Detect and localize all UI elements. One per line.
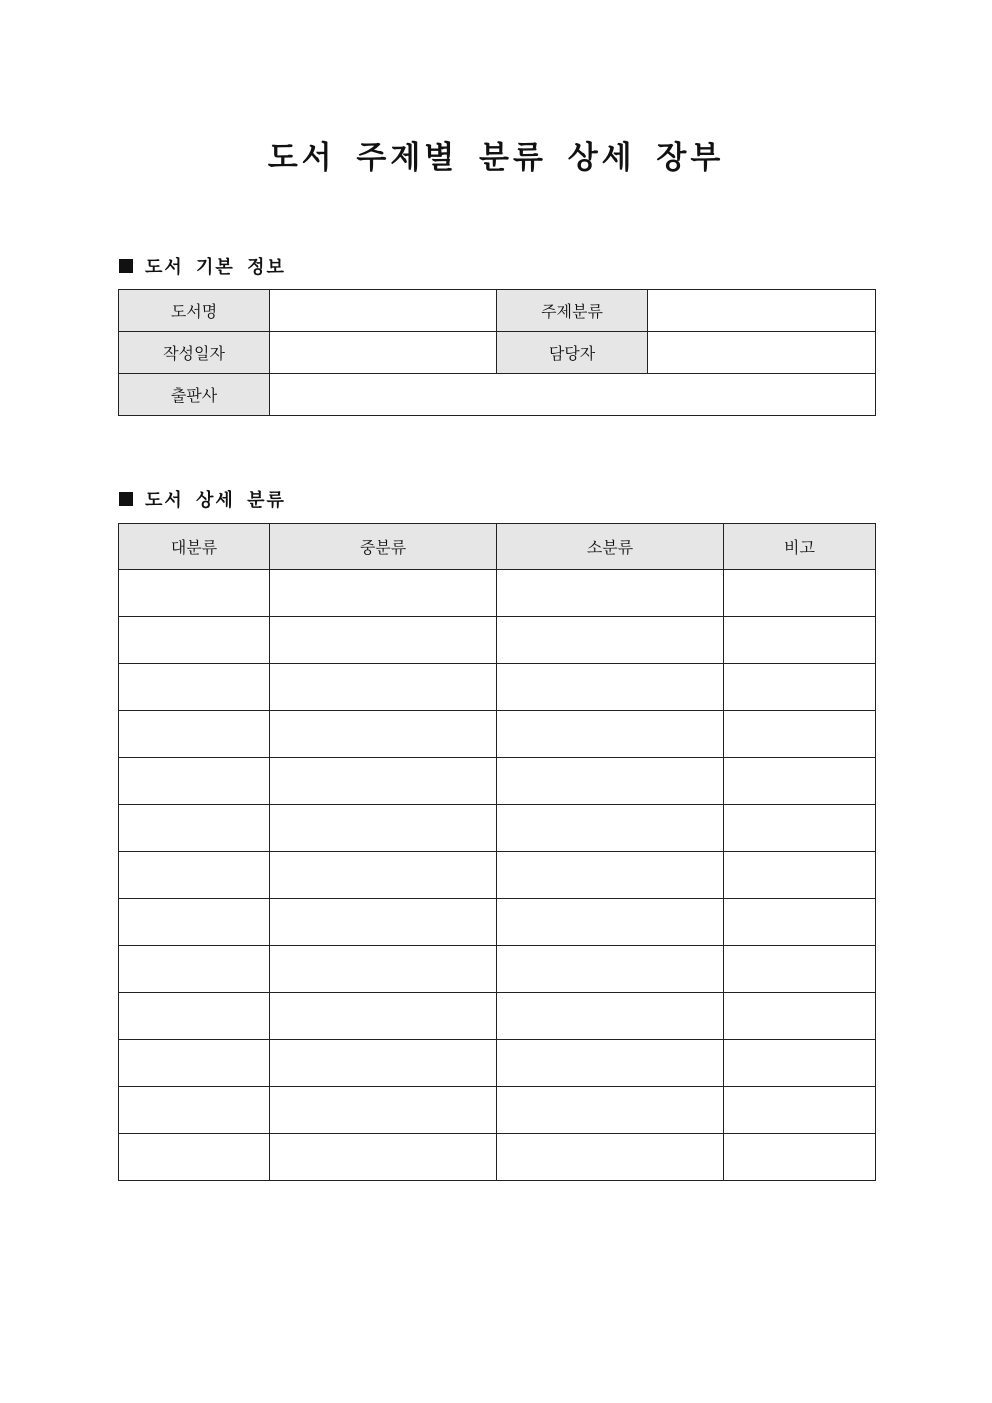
table-row (119, 617, 876, 664)
date-label: 작성일자 (119, 332, 270, 374)
book-name-label: 도서명 (119, 290, 270, 332)
minor-category-cell[interactable] (497, 758, 724, 805)
middle-category-cell[interactable] (270, 1040, 497, 1087)
detail-table-body (119, 570, 876, 1181)
middle-category-cell[interactable] (270, 852, 497, 899)
table-row (119, 758, 876, 805)
table-header-row (119, 524, 876, 570)
minor-category-cell[interactable] (497, 993, 724, 1040)
minor-category-cell[interactable] (497, 852, 724, 899)
basic-info-row (119, 290, 876, 332)
column-header-minor: 소분류 (497, 524, 724, 570)
major-category-cell[interactable] (119, 664, 270, 711)
note-cell[interactable] (724, 1087, 876, 1134)
middle-category-cell[interactable] (270, 711, 497, 758)
manager-field[interactable] (648, 332, 876, 374)
table-row (119, 570, 876, 617)
column-header-major: 대분류 (119, 524, 270, 570)
middle-category-cell[interactable] (270, 617, 497, 664)
minor-category-cell[interactable] (497, 570, 724, 617)
note-cell[interactable] (724, 617, 876, 664)
major-category-cell[interactable] (119, 617, 270, 664)
note-cell[interactable] (724, 664, 876, 711)
middle-category-cell[interactable] (270, 946, 497, 993)
note-cell[interactable] (724, 805, 876, 852)
note-cell[interactable] (724, 899, 876, 946)
minor-category-cell[interactable] (497, 899, 724, 946)
minor-category-cell[interactable] (497, 1040, 724, 1087)
minor-category-cell[interactable] (497, 1087, 724, 1134)
note-cell[interactable] (724, 852, 876, 899)
note-cell[interactable] (724, 758, 876, 805)
column-header-middle: 중분류 (270, 524, 497, 570)
middle-category-cell[interactable] (270, 664, 497, 711)
table-row (119, 852, 876, 899)
middle-category-cell[interactable] (270, 570, 497, 617)
date-field[interactable] (270, 332, 497, 374)
page-title: 도서 주제별 분류 상세 장부 (267, 140, 725, 176)
detail-classification-table (118, 523, 876, 1181)
section-heading-detail (119, 486, 286, 512)
column-header-note: 비고 (724, 524, 876, 570)
middle-category-cell[interactable] (270, 1134, 497, 1181)
table-row (119, 1087, 876, 1134)
minor-category-cell[interactable] (497, 1134, 724, 1181)
major-category-cell[interactable] (119, 570, 270, 617)
major-category-cell[interactable] (119, 805, 270, 852)
table-row (119, 1040, 876, 1087)
major-category-cell[interactable] (119, 899, 270, 946)
note-cell[interactable] (724, 993, 876, 1040)
basic-info-row (119, 374, 876, 416)
major-category-cell[interactable] (119, 852, 270, 899)
note-cell[interactable] (724, 1134, 876, 1181)
subject-field[interactable] (648, 290, 876, 332)
minor-category-cell[interactable] (497, 617, 724, 664)
major-category-cell[interactable] (119, 758, 270, 805)
major-category-cell[interactable] (119, 1040, 270, 1087)
table-row (119, 664, 876, 711)
major-category-cell[interactable] (119, 993, 270, 1040)
middle-category-cell[interactable] (270, 993, 497, 1040)
middle-category-cell[interactable] (270, 805, 497, 852)
major-category-cell[interactable] (119, 1134, 270, 1181)
minor-category-cell[interactable] (497, 664, 724, 711)
note-cell[interactable] (724, 570, 876, 617)
major-category-cell[interactable] (119, 946, 270, 993)
basic-info-row (119, 332, 876, 374)
middle-category-cell[interactable] (270, 899, 497, 946)
note-cell[interactable] (724, 1040, 876, 1087)
table-row (119, 1134, 876, 1181)
major-category-cell[interactable] (119, 711, 270, 758)
square-bullet-icon (119, 259, 133, 273)
section-heading-basic-info-label: 도서 기본 정보 (145, 257, 286, 278)
note-cell[interactable] (724, 711, 876, 758)
minor-category-cell[interactable] (497, 805, 724, 852)
section-heading-basic-info (119, 253, 286, 279)
publisher-label: 출판사 (119, 374, 270, 416)
table-row (119, 711, 876, 758)
book-name-field[interactable] (270, 290, 497, 332)
subject-label: 주제분류 (497, 290, 648, 332)
table-row (119, 993, 876, 1040)
minor-category-cell[interactable] (497, 946, 724, 993)
publisher-field[interactable] (270, 374, 876, 416)
basic-info-table (118, 289, 876, 416)
middle-category-cell[interactable] (270, 1087, 497, 1134)
major-category-cell[interactable] (119, 1087, 270, 1134)
section-heading-detail-label: 도서 상세 분류 (145, 490, 286, 511)
middle-category-cell[interactable] (270, 758, 497, 805)
table-row (119, 805, 876, 852)
table-row (119, 946, 876, 993)
square-bullet-icon (119, 492, 133, 506)
note-cell[interactable] (724, 946, 876, 993)
table-row (119, 899, 876, 946)
manager-label: 담당자 (497, 332, 648, 374)
minor-category-cell[interactable] (497, 711, 724, 758)
